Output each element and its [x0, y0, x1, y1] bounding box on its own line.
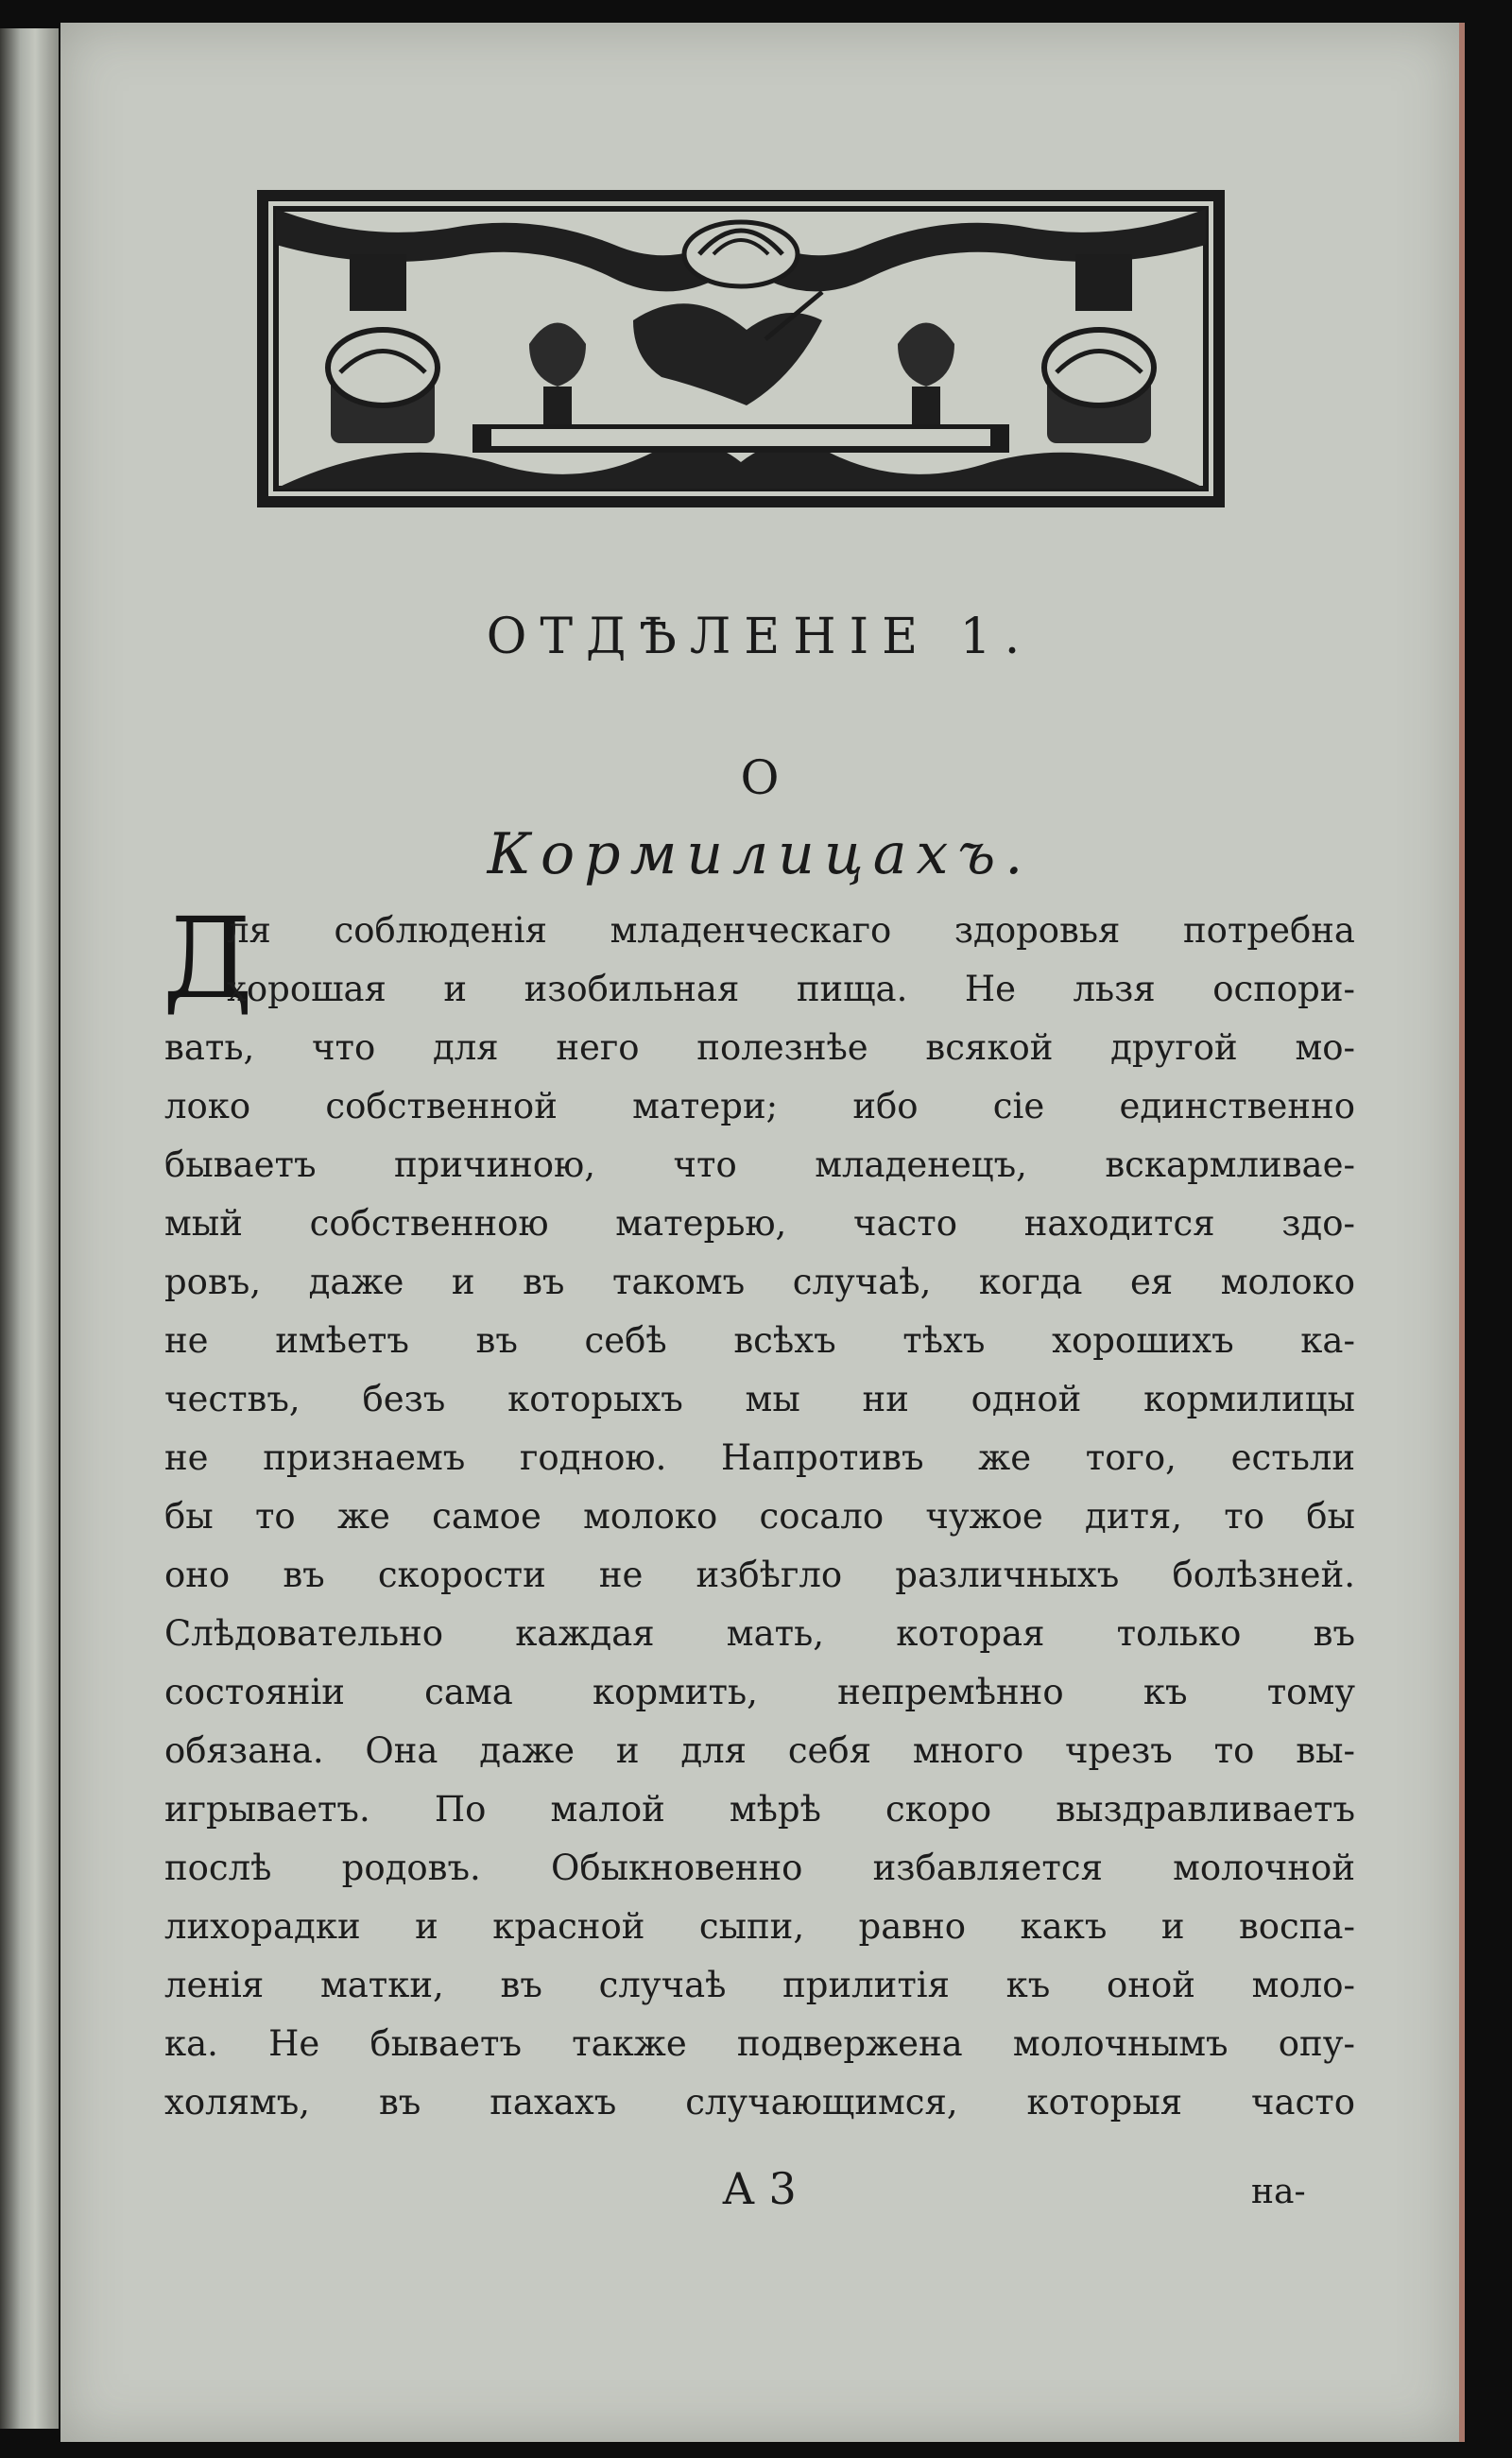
text-line: хорошая и изобильная пища. Не льзя оспори- — [227, 969, 1355, 1009]
text-line: ля соблюденія младенческаго здоровья потребна — [227, 910, 1355, 951]
text-line: холямъ, въ пахахъ случающимся, которыя часто — [164, 2082, 1355, 2123]
book-page — [60, 23, 1465, 2442]
section-title: ОТДѢЛЕНІЕ 1. — [486, 609, 1034, 665]
text-line: бываетъ причиною, что младенецъ, вскармливае- — [164, 1144, 1355, 1185]
section-subtitle: Кормилицахъ. — [487, 821, 1033, 887]
text-line: не признаемъ годною. Напротивъ же того, естьли — [164, 1437, 1355, 1478]
text-line: не имѣетъ въ себѣ всѣхъ тѣхъ хорошихъ ка- — [164, 1320, 1355, 1361]
woodcut-headpiece-ornament — [255, 188, 1227, 509]
text-line: обязана. Она даже и для себя много чрезъ то вы- — [164, 1730, 1355, 1771]
text-line: ленія матки, въ случаѣ прилитія къ оной моло- — [164, 1965, 1355, 2005]
catchword: на- — [1251, 2173, 1306, 2211]
text-line: локо собственной матери; ибо сіе единственно — [164, 1086, 1355, 1126]
section-preposition: О — [740, 750, 780, 805]
text-line: вать, что для него полезнѣе всякой другой мо- — [164, 1027, 1355, 1068]
book-spine-edge — [0, 28, 59, 2429]
text-line: бы то же самое молоко сосало чужое дитя, то бы — [164, 1496, 1355, 1537]
signature-mark: А 3 — [722, 2163, 797, 2214]
body-text — [163, 893, 1355, 2132]
text-line: ровъ, даже и въ такомъ случаѣ, когда ея молоко — [164, 1262, 1355, 1302]
text-line: лихорадки и красной сыпи, равно какъ и воспа- — [164, 1906, 1355, 1947]
text-line: оно въ скорости не избѣгло различныхъ болѣзней. — [164, 1555, 1355, 1595]
text-line: ка. Не бываетъ также подвержена молочнымъ опу- — [164, 2023, 1355, 2064]
text-line: чествъ, безъ которыхъ мы ни одной кормилицы — [164, 1379, 1355, 1419]
text-line: послѣ родовъ. Обыкновенно избавляется молочной — [164, 1848, 1355, 1888]
drop-cap-initial: Д — [163, 893, 253, 1023]
text-line: мый собственною матерью, часто находится здо- — [164, 1203, 1355, 1244]
text-line: игрываетъ. По малой мѣрѣ скоро выздравливаетъ — [164, 1789, 1355, 1830]
text-line: Слѣдовательно каждая мать, которая только въ — [164, 1613, 1355, 1654]
text-line: состояніи сама кормить, непремѣнно къ тому — [164, 1672, 1355, 1712]
